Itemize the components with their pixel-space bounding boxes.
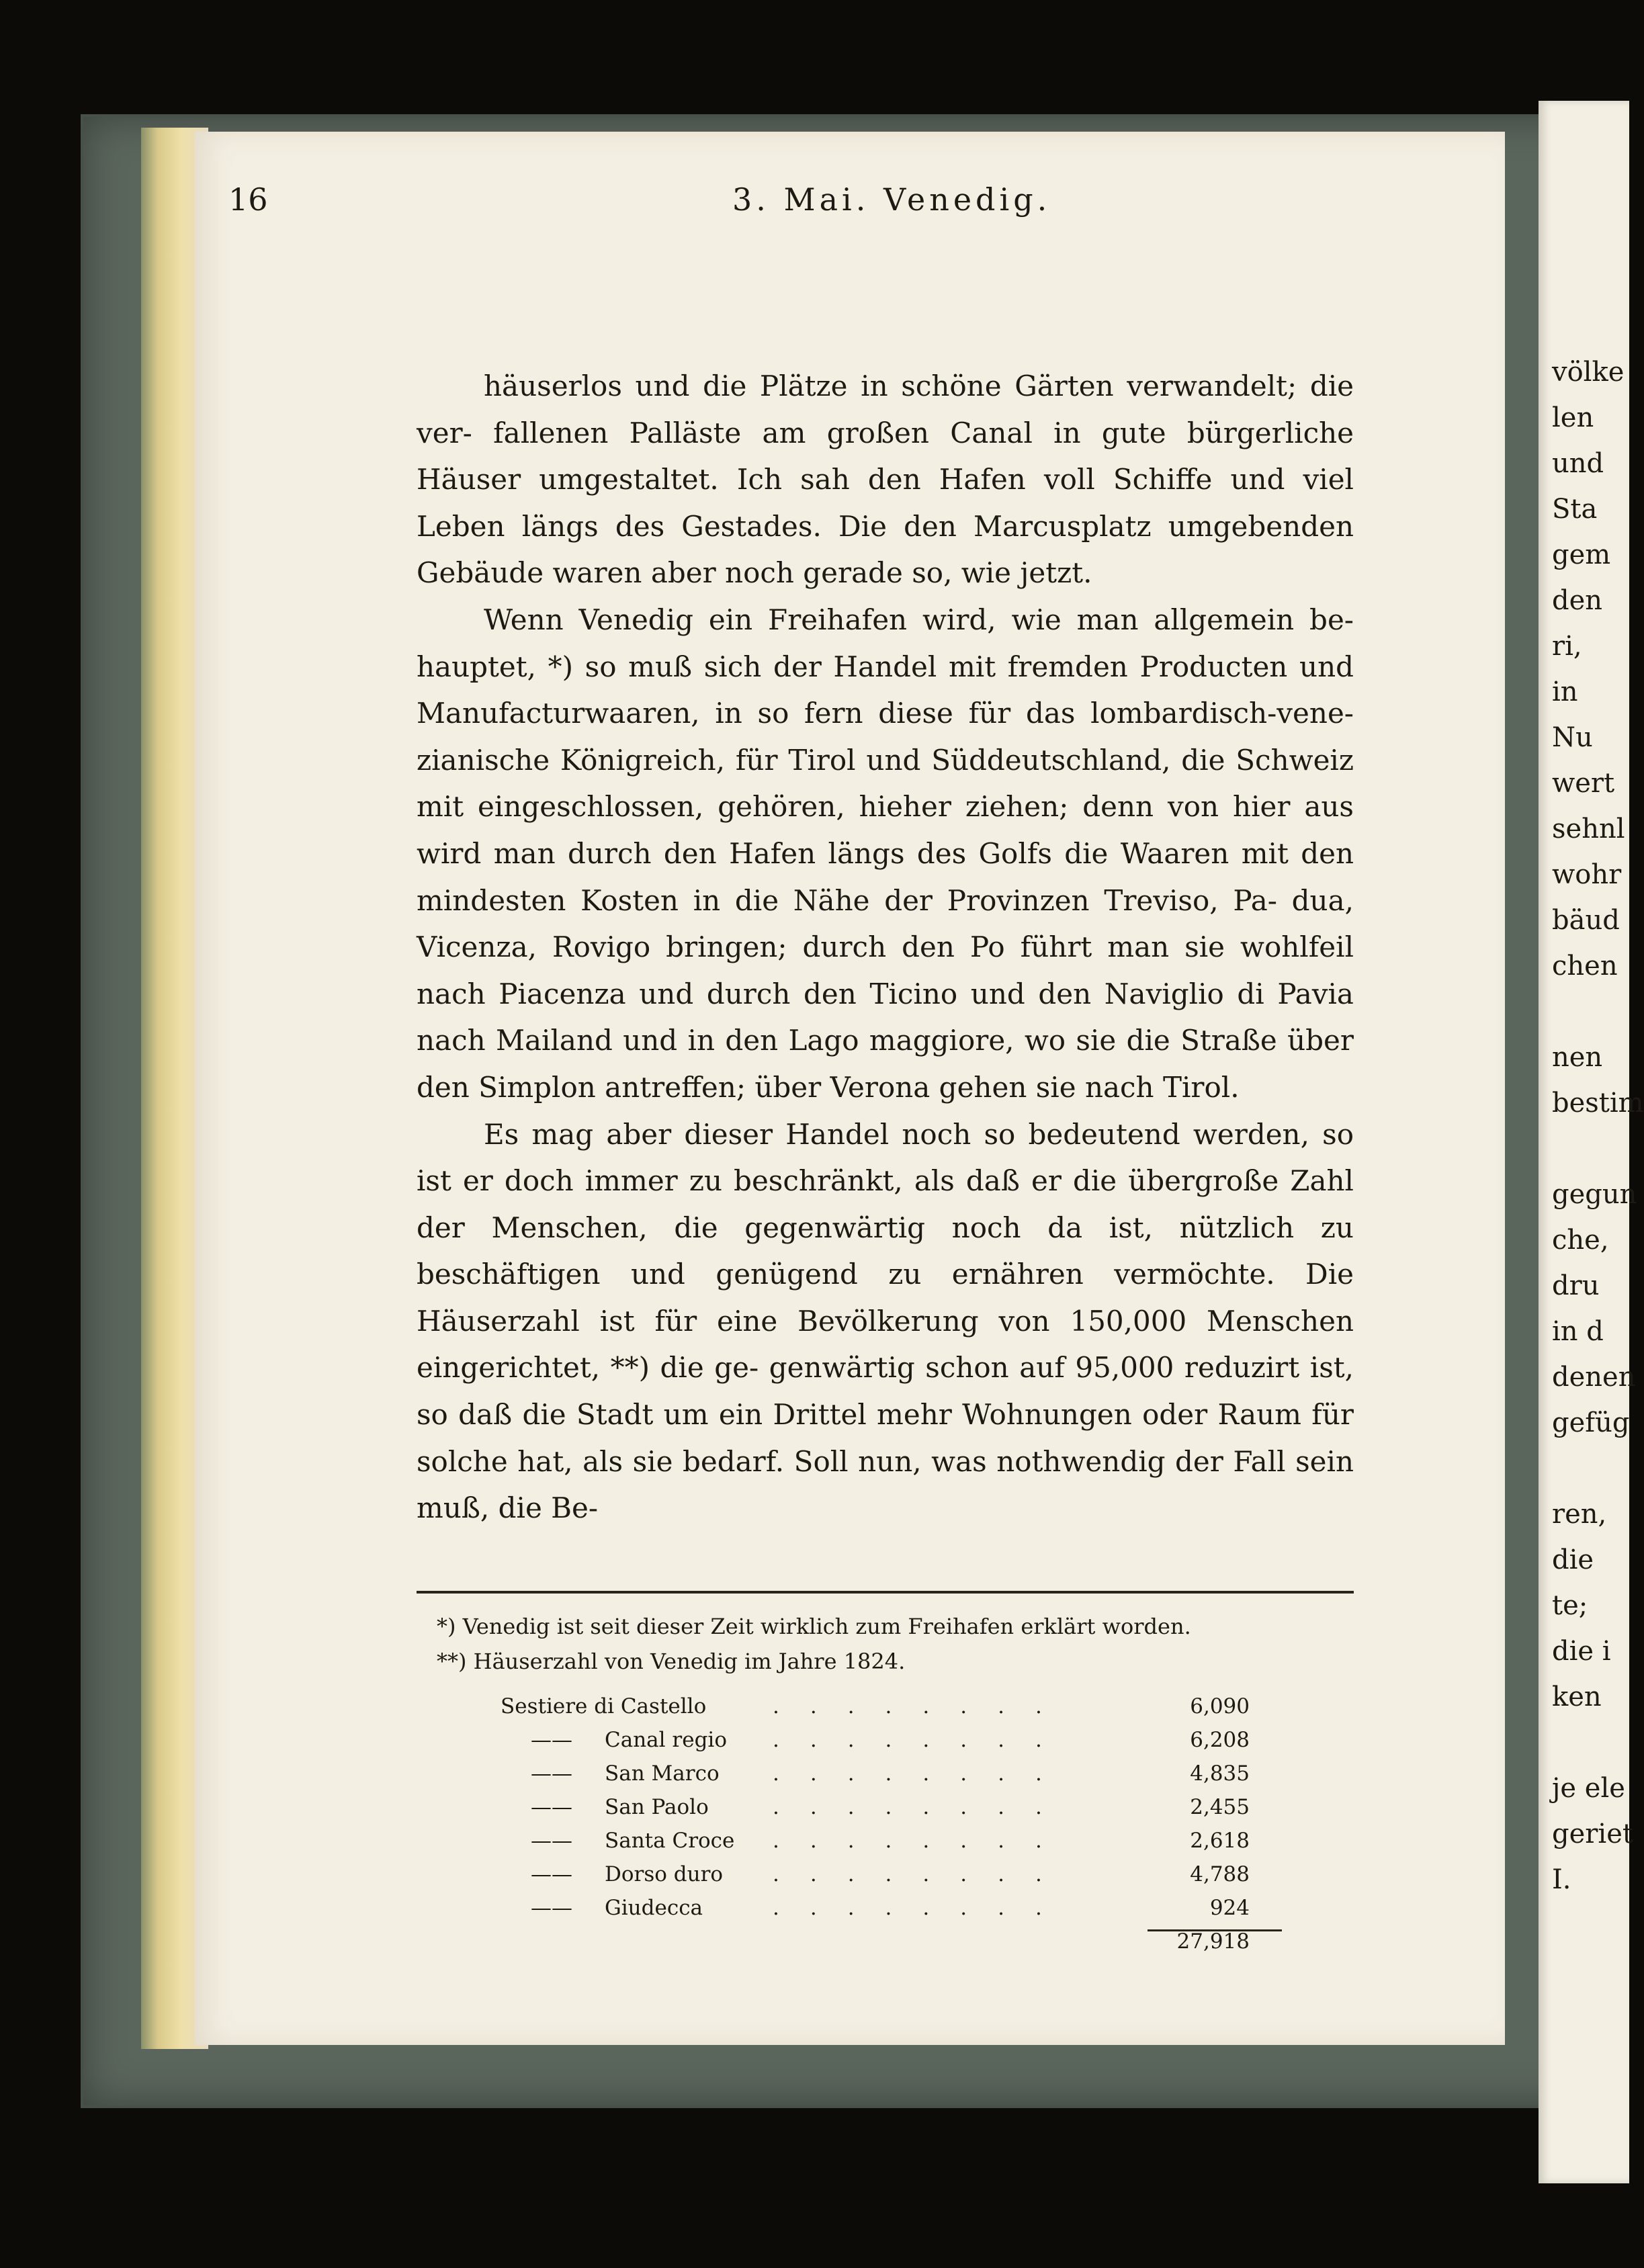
footnote-1: *) Venedig ist seit dieser Zeit wirklich zum Freihafen erklärt worden.	[437, 1614, 1191, 1639]
ditto-dash: ——	[531, 1862, 572, 1886]
district-name: Santa Croce	[605, 1829, 735, 1853]
ditto-dash: ——	[531, 1829, 572, 1853]
fragment: ri,	[1552, 631, 1582, 662]
page-header	[0, 181, 1629, 235]
leader-dots: ........	[773, 1862, 1073, 1886]
district-value: 2,618	[1190, 1829, 1250, 1853]
fragment: Nu	[1552, 722, 1593, 753]
text-line: wird man durch den Hafen längs des Golfs die Waaren mit	[417, 836, 1289, 870]
district-name: Sestiere di Castello	[501, 1694, 707, 1718]
text-line: Manufacturwaaren, in so fern diese für das lombardisch-vene-	[417, 697, 1354, 730]
text-line: eine Bevölkerung von 150,000 Menschen eingerichtet, **) die ge-	[417, 1304, 1354, 1385]
text-line: dua, Vicenza, Rovigo bringen; durch den Po führt man sie	[417, 883, 1354, 964]
paragraph-3	[417, 1111, 1354, 1532]
ditto-dash: ——	[531, 1761, 572, 1786]
text-line: häuserlos und die Plätze in schöne Gärten verwandelt; die ver-	[417, 369, 1354, 449]
fragment: völke	[1552, 357, 1625, 388]
text-line: aber noch gerade so, wie jetzt.	[650, 556, 1092, 590]
table-row	[417, 1694, 1354, 1728]
fragment: len	[1552, 402, 1594, 433]
fragment: bestim	[1552, 1088, 1644, 1119]
text-line: hauptet, *) so muß sich der Handel mit fremden Producten und	[417, 650, 1354, 683]
fragment: den	[1552, 585, 1603, 616]
leader-dots: ........	[773, 1728, 1073, 1752]
fragment: chen	[1552, 951, 1618, 982]
district-value: 2,455	[1190, 1795, 1250, 1819]
table-row	[417, 1728, 1354, 1761]
running-title: 3. Mai. Venedig.	[732, 181, 1051, 218]
leader-dots: ........	[773, 1761, 1073, 1786]
district-name: San Paolo	[605, 1795, 709, 1819]
ditto-dash: ——	[531, 1795, 572, 1819]
fragment: te;	[1552, 1590, 1588, 1621]
footnote-2: **) Häuserzahl von Venedig im Jahre 1824.	[437, 1649, 906, 1674]
fragment: I.	[1552, 1864, 1571, 1895]
leader-dots: ........	[773, 1795, 1073, 1819]
district-value: 4,788	[1190, 1862, 1250, 1886]
footnotes	[417, 1609, 1354, 1679]
facing-page-fragments	[1552, 349, 1644, 1903]
fragment: gegun	[1552, 1179, 1637, 1210]
fragment: gem	[1552, 539, 1611, 570]
text-line: Es mag aber dieser Handel noch so bedeutend werden, so ist	[417, 1117, 1354, 1198]
text-line: zianische Königreich, für Tirol und Süddeutschland, die Schweiz	[417, 743, 1354, 777]
text-line: bedarf. Soll nun, was nothwendig der Fall sein muß, die Be-	[417, 1444, 1354, 1525]
table-row	[417, 1795, 1354, 1829]
fragment: Sta	[1552, 494, 1598, 525]
text-line: des Gestades. Die den Marcusplatz umgebenden Gebäude waren	[417, 509, 1354, 590]
paragraph-2	[417, 597, 1354, 1111]
fragment: in d	[1552, 1316, 1604, 1347]
text-line: Straße über den Simplon antreffen; über Verona gehen sie	[417, 1024, 1354, 1104]
fragment	[1552, 1446, 1629, 1491]
text-line: umgestaltet. Ich sah den Hafen voll Schiffe und viel Leben längs	[417, 463, 1354, 543]
district-value: 924	[1209, 1896, 1250, 1920]
facing-page-edge	[1539, 101, 1644, 2183]
fragment: ren,	[1552, 1499, 1607, 1530]
text-line: di Pavia nach Mailand und in den Lago maggiore, wo sie die	[417, 977, 1354, 1057]
leader-dots: ........	[773, 1694, 1073, 1718]
page-number: 16	[228, 181, 268, 218]
fragment: dru	[1552, 1270, 1600, 1301]
leader-dots: ........	[773, 1896, 1073, 1920]
district-name: Canal regio	[605, 1728, 728, 1752]
text-line: genwärtig schon auf 95,000 reduzirt ist, so daß die Stadt um	[417, 1351, 1354, 1432]
fragment: denen	[1552, 1362, 1636, 1393]
district-name: Giudecca	[605, 1896, 703, 1920]
fragment	[1552, 989, 1629, 1035]
fragment: bäud	[1552, 905, 1620, 936]
table-row	[417, 1896, 1354, 1929]
fragment: die	[1552, 1544, 1594, 1575]
district-name: Dorso duro	[605, 1862, 724, 1886]
text-line: den mindesten Kosten in die Nähe der Provinzen Treviso, Pa-	[417, 836, 1354, 917]
fragment: nen	[1552, 1042, 1603, 1073]
footnote-rule	[417, 1591, 1354, 1594]
district-name: San Marco	[605, 1761, 720, 1786]
district-value: 6,090	[1190, 1694, 1250, 1718]
fragment	[1552, 1126, 1629, 1172]
fragment: geriet	[1552, 1819, 1633, 1849]
district-value: 6,208	[1190, 1728, 1250, 1752]
fragment: in	[1552, 677, 1578, 707]
fragment	[1552, 1720, 1629, 1765]
text-line: und genügend zu ernähren vermöchte. Die Häuserzahl ist für	[417, 1258, 1354, 1338]
table-total-row	[417, 1929, 1354, 1963]
table-row	[417, 1862, 1354, 1896]
house-count-table	[417, 1694, 1354, 1963]
text-line: Menschen, die gegenwärtig noch da ist, nützlich zu beschäftigen	[417, 1211, 1354, 1291]
fragment: je ele	[1552, 1773, 1625, 1804]
ditto-dash: ——	[531, 1896, 572, 1920]
fragment: und	[1552, 448, 1604, 479]
district-value: 4,835	[1190, 1761, 1250, 1786]
fragment: ken	[1552, 1682, 1602, 1712]
fragment: gefüg	[1552, 1407, 1630, 1438]
fragment: wert	[1552, 768, 1615, 799]
main-text	[417, 363, 1354, 1532]
fragment: die i	[1552, 1636, 1611, 1667]
text-line: ein Drittel mehr Wohnungen oder Raum für solche hat, als sie	[417, 1398, 1354, 1478]
paragraph-1	[417, 363, 1354, 597]
table-row	[417, 1829, 1354, 1862]
text-line: fallenen Palläste am großen Canal in gute bürgerliche Häuser	[417, 416, 1354, 496]
text-line: mit eingeschlossen, gehören, hieher ziehen; denn von hier aus	[417, 790, 1354, 824]
leader-dots: ........	[773, 1829, 1073, 1853]
table-row	[417, 1761, 1354, 1795]
fragment: sehnl	[1552, 814, 1625, 844]
text-line: Wenn Venedig ein Freihafen wird, wie man allgemein be-	[484, 603, 1354, 636]
text-line: er doch immer zu beschränkt, als daß er die übergroße Zahl der	[417, 1164, 1354, 1244]
fragment: che,	[1552, 1225, 1609, 1256]
table-total: 27,918	[1176, 1929, 1250, 1954]
fragment: wohr	[1552, 859, 1622, 890]
text-line: nach Tirol.	[1084, 1070, 1240, 1104]
text-line: wohlfeil nach Piacenza und durch den Ticino und den Naviglio	[417, 930, 1354, 1010]
ditto-dash: ——	[531, 1728, 572, 1752]
